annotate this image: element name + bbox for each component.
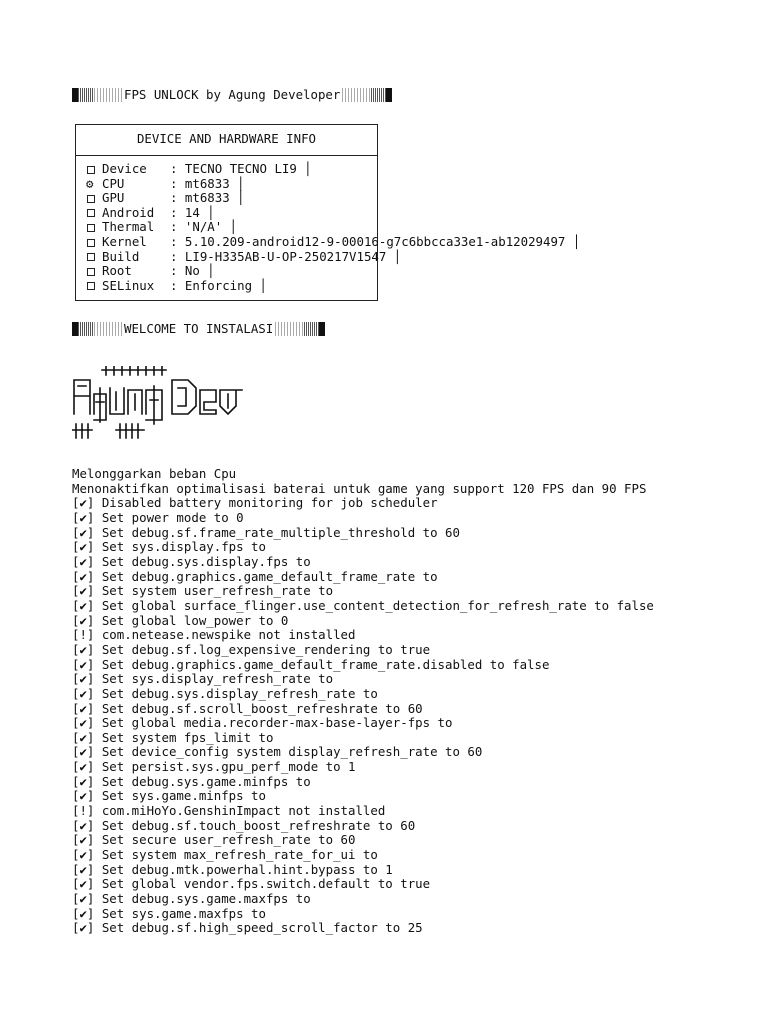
log-line: [✔] Set system user_refresh_rate to xyxy=(72,583,334,599)
log-line: [✔] Set secure user_refresh_rate to 60 xyxy=(72,832,356,848)
device-info-value: mt6833 │ xyxy=(184,190,245,206)
agung-dev-logo xyxy=(72,366,244,440)
header-title: FPS UNLOCK by Agung Developer xyxy=(124,87,341,102)
log-line: [!] com.netease.newspike not installed xyxy=(72,627,356,643)
log-line: [✔] Set power mode to 0 xyxy=(72,509,244,525)
square-icon xyxy=(86,250,102,265)
device-info-title: DEVICE AND HARDWARE INFO xyxy=(76,125,377,156)
log-line: [✔] Set debug.sys.display.fps to xyxy=(72,553,311,569)
device-info-row xyxy=(86,279,267,294)
device-info-value: LI9-H335AB-U-OP-250217V1547 │ xyxy=(184,248,402,264)
log-line: [✔] Set sys.display.fps to xyxy=(72,539,266,555)
log-line: Menonaktifkan optimalisasi baterai untuk game yang support 120 FPS dan 90 FPS xyxy=(72,480,647,496)
banner-shade-right xyxy=(340,88,392,102)
banner-shade-left xyxy=(72,88,124,102)
square-icon xyxy=(86,279,102,294)
square-icon xyxy=(86,235,102,250)
device-info-row xyxy=(86,206,215,221)
device-info-value: mt6833 │ xyxy=(184,175,245,191)
separator: : xyxy=(170,204,185,220)
log-line: [!] com.miHoYo.GenshinImpact not installed xyxy=(72,803,386,819)
log-line: [✔] Set global low_power to 0 xyxy=(72,612,289,628)
separator: : xyxy=(170,190,185,206)
device-info-row xyxy=(86,264,215,279)
gear-icon: ⚙ xyxy=(86,175,94,191)
square-icon xyxy=(86,264,102,279)
device-info-row xyxy=(86,162,312,177)
log-line: [✔] Set sys.game.maxfps to xyxy=(72,905,266,921)
device-info-label: GPU xyxy=(102,190,125,206)
device-info-row xyxy=(86,250,401,265)
device-info-label: CPU xyxy=(102,175,125,191)
square-icon xyxy=(86,206,102,221)
device-info-label: Root xyxy=(102,263,132,279)
device-info-label: Device xyxy=(102,161,147,176)
device-info-value: 5.10.209-android12-9-00016-g7c6bbcca33e1-ab12029497 │ xyxy=(184,234,581,249)
log-line: [✔] Set sys.display_refresh_rate to xyxy=(72,671,334,687)
device-info-row xyxy=(86,235,580,250)
device-info-value: 14 │ xyxy=(184,204,215,220)
device-info-box xyxy=(75,124,581,301)
log-line: [✔] Set debug.sys.game.minfps to xyxy=(72,773,311,789)
log-line: [✔] Set debug.sf.frame_rate_multiple_threshold to 60 xyxy=(72,524,460,540)
log-line: [✔] Disabled battery monitoring for job scheduler xyxy=(72,495,438,511)
device-info-value: No │ xyxy=(184,263,215,279)
separator: : xyxy=(170,161,185,176)
square-icon xyxy=(86,191,102,206)
log-output xyxy=(72,467,654,936)
separator: : xyxy=(170,263,185,279)
banner-shade-right xyxy=(273,322,325,336)
welcome-banner xyxy=(72,321,325,337)
separator: : xyxy=(170,277,185,293)
separator: : xyxy=(170,234,185,249)
log-line: [✔] Set sys.game.minfps to xyxy=(72,788,266,804)
log-line: [✔] Set system max_refresh_rate_for_ui to xyxy=(72,847,378,863)
device-info-label: Kernel xyxy=(102,234,147,249)
square-icon xyxy=(86,220,102,235)
device-info-value: TECNO TECNO LI9 │ xyxy=(184,161,312,176)
device-info-label: Thermal xyxy=(102,219,155,235)
separator: : xyxy=(170,248,185,264)
device-info-value: 'N/A' │ xyxy=(184,219,238,235)
log-line: [✔] Set persist.sys.gpu_perf_mode to 1 xyxy=(72,759,356,775)
device-info-label: SELinux xyxy=(102,277,155,293)
device-info-value: Enforcing │ xyxy=(184,277,267,293)
device-info-row xyxy=(86,191,245,206)
welcome-title: WELCOME TO INSTALASI xyxy=(124,321,274,336)
device-info-label: Build xyxy=(102,248,140,264)
separator: : xyxy=(170,175,185,191)
log-line: [✔] Set debug.sf.touch_boost_refreshrate to 60 xyxy=(72,817,416,833)
device-info-row xyxy=(86,177,245,192)
banner-shade-left xyxy=(72,322,124,336)
log-line: [✔] Set debug.graphics.game_default_frame_rate to xyxy=(72,568,438,584)
header-banner xyxy=(72,87,392,103)
log-line: Melonggarkan beban Cpu xyxy=(72,466,237,481)
log-line: [✔] Set device_config system display_refresh_rate to 60 xyxy=(72,744,483,760)
log-line: [✔] Set system fps_limit to xyxy=(72,729,274,745)
log-line: [✔] Set debug.mtk.powerhal.hint.bypass to 1 xyxy=(72,861,393,877)
log-line: [✔] Set debug.graphics.game_default_frame_rate.disabled to false xyxy=(72,656,550,672)
log-line: [✔] Set global vendor.fps.switch.default to true xyxy=(72,876,431,892)
log-line: [✔] Set debug.sf.log_expensive_rendering to true xyxy=(72,641,431,657)
log-line: [✔] Set debug.sys.game.maxfps to xyxy=(72,891,311,907)
device-info-label: Android xyxy=(102,204,155,220)
square-icon xyxy=(86,162,102,177)
log-line: [✔] Set global media.recorder-max-base-layer-fps to xyxy=(72,715,453,731)
separator: : xyxy=(170,219,185,235)
log-line: [✔] Set debug.sf.high_speed_scroll_factor to 25 xyxy=(72,920,423,936)
device-info-row xyxy=(86,220,237,235)
log-line: [✔] Set debug.sys.display_refresh_rate to xyxy=(72,685,378,701)
log-line: [✔] Set global surface_flinger.use_content_detection_for_refresh_rate to false xyxy=(72,597,654,613)
log-line: [✔] Set debug.sf.scroll_boost_refreshrate to 60 xyxy=(72,700,423,716)
